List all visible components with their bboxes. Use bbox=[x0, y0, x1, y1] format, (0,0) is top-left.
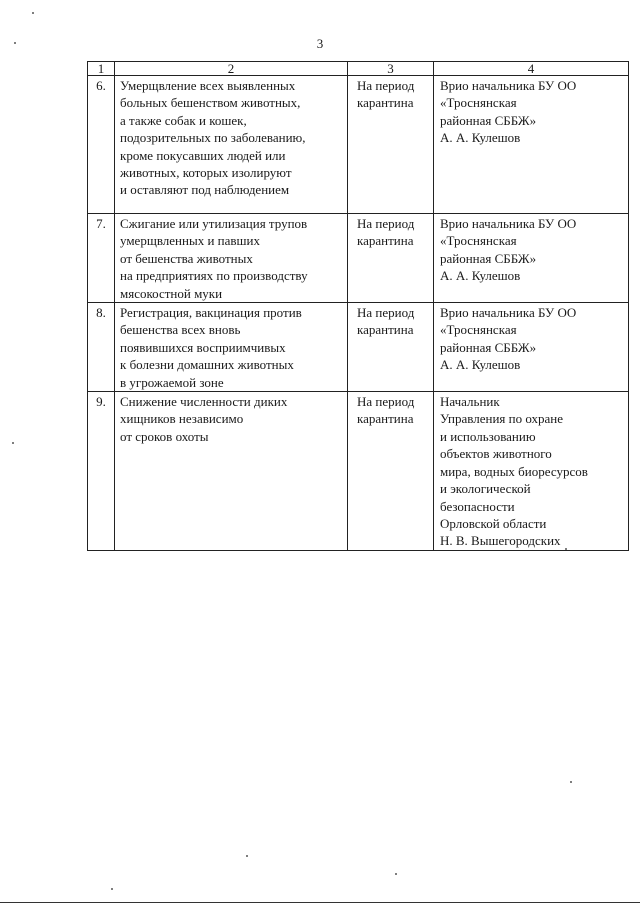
measure-line: Умерщвление всех выявленных bbox=[120, 78, 296, 93]
row-number: 7. bbox=[88, 214, 115, 303]
table-header-row bbox=[88, 62, 629, 76]
responsible-cell bbox=[434, 303, 629, 392]
measure-line: умерщвленных и павших bbox=[120, 233, 260, 249]
scan-speck bbox=[570, 781, 572, 783]
row-number: 6. bbox=[88, 76, 115, 214]
responsible-line: и использованию bbox=[440, 428, 536, 444]
measure-cell bbox=[115, 303, 348, 392]
responsible-line: А. А. Кулешов bbox=[440, 268, 521, 284]
responsible-line: районная СББЖ» bbox=[440, 250, 537, 266]
responsible-cell bbox=[434, 214, 629, 303]
responsible-line: объектов животного bbox=[440, 446, 552, 462]
responsible-line: Орловской области bbox=[440, 515, 547, 531]
responsible-line: «Троснянская bbox=[440, 322, 517, 338]
period-line: На период bbox=[357, 78, 415, 93]
scan-speck bbox=[246, 855, 248, 857]
table-row bbox=[88, 214, 629, 303]
measure-cell bbox=[115, 76, 348, 214]
period-line: карантина bbox=[357, 95, 414, 111]
responsible-line: районная СББЖ» bbox=[440, 112, 537, 128]
column-header: 2 bbox=[115, 62, 348, 76]
responsible-line: А. А. Кулешов bbox=[440, 357, 521, 373]
responsible-line: Управления по охране bbox=[440, 411, 564, 427]
scan-speck bbox=[32, 12, 34, 14]
measure-line: на предприятиях по производству bbox=[120, 268, 308, 284]
responsible-line: безопасности bbox=[440, 498, 515, 514]
measure-line: и оставляют под наблюдением bbox=[120, 182, 290, 198]
period-line: карантина bbox=[357, 411, 414, 427]
measure-cell bbox=[115, 392, 348, 551]
measure-line: к болезни домашних животных bbox=[120, 357, 294, 373]
measure-line: Сжигание или утилизация трупов bbox=[120, 216, 308, 231]
responsible-line: Врио начальника БУ ОО bbox=[440, 78, 577, 93]
measure-cell bbox=[115, 214, 348, 303]
measure-line: бешенства всех вновь bbox=[120, 322, 241, 338]
column-header: 4 bbox=[434, 62, 629, 76]
measure-line: от бешенства животных bbox=[120, 250, 253, 266]
scan-speck bbox=[395, 873, 397, 875]
period-cell bbox=[348, 214, 434, 303]
table-row bbox=[88, 392, 629, 551]
measure-line: в угрожаемой зоне bbox=[120, 374, 224, 390]
responsible-line: «Троснянская bbox=[440, 95, 517, 111]
responsible-cell bbox=[434, 392, 629, 551]
measure-line: хищников независимо bbox=[120, 411, 244, 427]
responsible-line: мира, водных биоресурсов bbox=[440, 463, 588, 479]
measure-line: от сроков охоты bbox=[120, 428, 209, 444]
scan-speck bbox=[565, 548, 567, 550]
column-header: 1 bbox=[88, 62, 115, 76]
measure-line: кроме покусавших людей или bbox=[120, 147, 286, 163]
period-line: На период bbox=[357, 216, 415, 231]
responsible-line: Врио начальника БУ ОО bbox=[440, 305, 577, 321]
measure-line: появившихся восприимчивых bbox=[120, 339, 286, 355]
period-cell bbox=[348, 303, 434, 392]
measure-line: больных бешенством животных, bbox=[120, 95, 301, 111]
responsible-line: Врио начальника БУ ОО bbox=[440, 216, 577, 231]
measures-table bbox=[87, 61, 629, 551]
table-row bbox=[88, 303, 629, 392]
responsible-line: Начальник bbox=[440, 394, 500, 410]
responsible-line: и экологической bbox=[440, 481, 531, 497]
measure-line: животных, которых изолируют bbox=[120, 165, 292, 181]
period-line: На период bbox=[357, 394, 415, 410]
period-cell bbox=[348, 76, 434, 214]
period-line: карантина bbox=[357, 322, 414, 338]
responsible-cell bbox=[434, 76, 629, 214]
row-number: 8. bbox=[88, 303, 115, 392]
period-cell bbox=[348, 392, 434, 551]
scan-speck bbox=[111, 888, 113, 890]
measure-line: мясокостной муки bbox=[120, 285, 223, 301]
row-number: 9. bbox=[88, 392, 115, 551]
column-header: 3 bbox=[348, 62, 434, 76]
period-line: карантина bbox=[357, 233, 414, 249]
period-line: На период bbox=[357, 305, 415, 321]
table-row bbox=[88, 76, 629, 214]
page-number: 3 bbox=[316, 36, 324, 51]
scan-speck bbox=[12, 442, 14, 444]
measure-line: Регистрация, вакцинация против bbox=[120, 305, 302, 321]
measure-line: Снижение численности диких bbox=[120, 394, 288, 410]
responsible-line: А. А. Кулешов bbox=[440, 130, 521, 146]
measure-line: а также собак и кошек, bbox=[120, 112, 247, 128]
responsible-line: Н. В. Вышегородских bbox=[440, 533, 561, 549]
responsible-line: «Троснянская bbox=[440, 233, 517, 249]
scan-speck bbox=[14, 42, 16, 44]
responsible-line: районная СББЖ» bbox=[440, 339, 537, 355]
measure-line: подозрительных по заболеванию, bbox=[120, 130, 306, 146]
scan-edge-line bbox=[0, 902, 640, 903]
